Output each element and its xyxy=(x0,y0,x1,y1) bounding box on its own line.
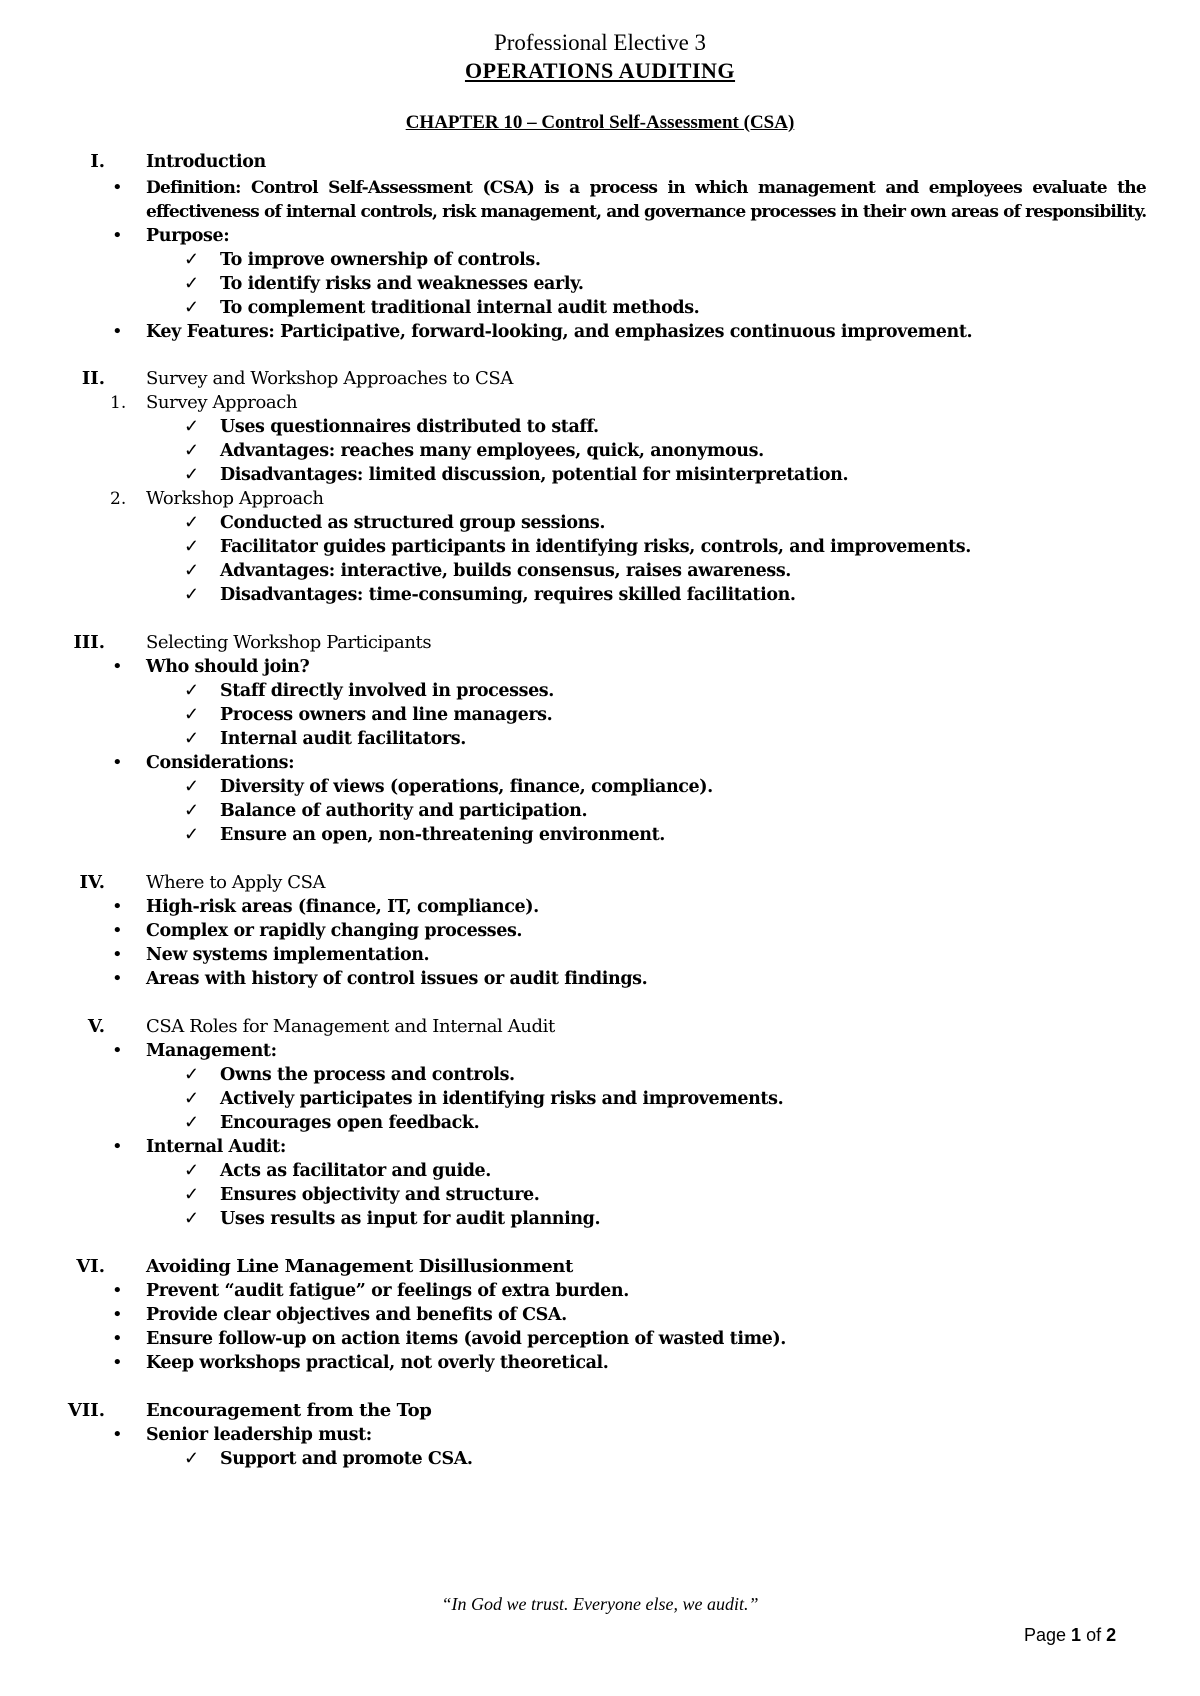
section-number: II. xyxy=(81,368,105,389)
list-item: Support and promote CSA. xyxy=(220,1449,473,1469)
page-prefix: Page xyxy=(1024,1625,1072,1645)
bullet-icon: • xyxy=(112,968,123,989)
list-item: Staff directly involved in processes. xyxy=(220,681,554,701)
list-item: High-risk areas (finance, IT, compliance). xyxy=(146,897,539,917)
check-icon: ✓ xyxy=(184,560,200,581)
check-icon: ✓ xyxy=(184,1160,200,1181)
list-item: Ensure an open, non-threatening environment. xyxy=(220,825,665,845)
page-current: 1 xyxy=(1071,1625,1082,1645)
list-item: Advantages: reaches many employees, quick, anonymous. xyxy=(220,441,764,461)
list-item: Uses results as input for audit planning. xyxy=(220,1209,601,1229)
list-number: 2. xyxy=(110,489,127,509)
subsection-heading: Workshop Approach xyxy=(146,488,324,509)
section-heading: Introduction xyxy=(146,152,266,172)
bullet-icon: • xyxy=(112,1352,123,1373)
check-icon: ✓ xyxy=(184,704,200,725)
bullet-icon: • xyxy=(112,225,123,246)
section-heading: CSA Roles for Management and Internal Audit xyxy=(146,1016,555,1037)
list-item: Keep workshops practical, not overly theoretical. xyxy=(146,1353,609,1373)
who-label: Who should join? xyxy=(146,657,310,677)
section-heading: Selecting Workshop Participants xyxy=(146,632,432,653)
bullet-icon: • xyxy=(112,1304,123,1325)
subject-title: OPERATIONS AUDITING xyxy=(464,58,736,83)
bullet-icon: • xyxy=(112,1136,123,1157)
list-item: Areas with history of control issues or audit findings. xyxy=(146,969,648,989)
check-icon: ✓ xyxy=(184,536,200,557)
definition-text: Definition: Control Self-Assessment (CSA) is a process in which management and employees evaluate the xyxy=(146,178,1146,198)
list-item: Disadvantages: time-consuming, requires skilled facilitation. xyxy=(220,585,796,605)
internal-audit-label: Internal Audit: xyxy=(146,1137,286,1157)
list-number: 1. xyxy=(110,393,127,413)
list-item: Internal audit facilitators. xyxy=(220,729,466,749)
check-icon: ✓ xyxy=(184,1184,200,1205)
list-item: Process owners and line managers. xyxy=(220,705,553,725)
section-number: III. xyxy=(73,632,105,653)
list-item: Facilitator guides participants in identifying risks, controls, and improvements. xyxy=(220,537,971,557)
list-item: Provide clear objectives and benefits of CSA. xyxy=(146,1305,567,1325)
section-number: I. xyxy=(90,151,105,172)
course-title: Professional Elective 3 xyxy=(493,30,707,55)
check-icon: ✓ xyxy=(184,464,200,485)
list-item: To complement traditional internal audit methods. xyxy=(220,298,700,318)
section-heading: Survey and Workshop Approaches to CSA xyxy=(146,368,513,389)
page-total: 2 xyxy=(1106,1625,1117,1645)
bullet-icon: • xyxy=(112,1424,123,1445)
list-item: Disadvantages: limited discussion, potential for misinterpretation. xyxy=(220,465,849,485)
check-icon: ✓ xyxy=(184,728,200,749)
list-item: Diversity of views (operations, finance, compliance). xyxy=(220,777,713,797)
bullet-icon: • xyxy=(112,752,123,773)
check-icon: ✓ xyxy=(184,273,200,294)
key-features-text: Key Features: Participative, forward-looking, and emphasizes continuous improvement. xyxy=(146,322,973,342)
list-item: To improve ownership of controls. xyxy=(220,250,541,270)
list-item: Ensures objectivity and structure. xyxy=(220,1185,540,1205)
check-icon: ✓ xyxy=(184,440,200,461)
check-icon: ✓ xyxy=(184,1208,200,1229)
list-item: Acts as facilitator and guide. xyxy=(220,1161,491,1181)
section-number: V. xyxy=(87,1016,105,1037)
bullet-icon: • xyxy=(112,656,123,677)
bullet-icon: • xyxy=(112,1328,123,1349)
footer-quote: “In God we trust. Everyone else, we audit.” xyxy=(441,1594,759,1614)
section-heading: Avoiding Line Management Disillusionment xyxy=(146,1256,573,1277)
subsection-heading: Survey Approach xyxy=(146,392,298,413)
check-icon: ✓ xyxy=(184,1088,200,1109)
definition-text-cont: effectiveness of internal controls, risk management, and governance processes in their own areas of responsibility. xyxy=(146,202,1147,222)
check-icon: ✓ xyxy=(184,1112,200,1133)
check-icon: ✓ xyxy=(184,584,200,605)
list-item: New systems implementation. xyxy=(146,945,430,965)
management-label: Management: xyxy=(146,1041,277,1061)
list-item: Encourages open feedback. xyxy=(220,1113,480,1133)
list-item: Uses questionnaires distributed to staff. xyxy=(220,417,599,437)
section-number: VI. xyxy=(76,1256,105,1277)
list-item: Balance of authority and participation. xyxy=(220,801,588,821)
list-item: Complex or rapidly changing processes. xyxy=(146,921,523,941)
section-number: IV. xyxy=(79,872,105,893)
section-heading: Where to Apply CSA xyxy=(146,872,326,893)
list-item: Advantages: interactive, builds consensus, raises awareness. xyxy=(220,561,791,581)
check-icon: ✓ xyxy=(184,776,200,797)
list-item: Prevent “audit fatigue” or feelings of extra burden. xyxy=(146,1281,629,1301)
check-icon: ✓ xyxy=(184,800,200,821)
check-icon: ✓ xyxy=(184,249,200,270)
bullet-icon: • xyxy=(112,321,123,342)
page-number xyxy=(1024,1625,1116,1646)
page-mid: of xyxy=(1081,1625,1107,1645)
considerations-label: Considerations: xyxy=(146,753,295,773)
list-item: Ensure follow-up on action items (avoid perception of wasted time). xyxy=(146,1329,786,1349)
chapter-title: CHAPTER 10 – Control Self-Assessment (CSA) xyxy=(405,112,795,133)
check-icon: ✓ xyxy=(184,512,200,533)
check-icon: ✓ xyxy=(184,297,200,318)
check-icon: ✓ xyxy=(184,824,200,845)
list-item: Owns the process and controls. xyxy=(220,1065,515,1085)
check-icon: ✓ xyxy=(184,680,200,701)
bullet-icon: • xyxy=(112,1280,123,1301)
bullet-icon: • xyxy=(112,920,123,941)
check-icon: ✓ xyxy=(184,1064,200,1085)
bullet-icon: • xyxy=(112,896,123,917)
purpose-label: Purpose: xyxy=(146,226,230,246)
check-icon: ✓ xyxy=(184,416,200,437)
bullet-icon: • xyxy=(112,177,123,198)
section-heading: Encouragement from the Top xyxy=(146,1400,432,1421)
section-number: VII. xyxy=(67,1400,105,1421)
bullet-icon: • xyxy=(112,1040,123,1061)
list-item: Conducted as structured group sessions. xyxy=(220,513,606,533)
senior-label: Senior leadership must: xyxy=(146,1425,372,1445)
check-icon: ✓ xyxy=(184,1448,200,1469)
bullet-icon: • xyxy=(112,944,123,965)
list-item: To identify risks and weaknesses early. xyxy=(220,274,584,294)
list-item: Actively participates in identifying risks and improvements. xyxy=(220,1089,784,1109)
